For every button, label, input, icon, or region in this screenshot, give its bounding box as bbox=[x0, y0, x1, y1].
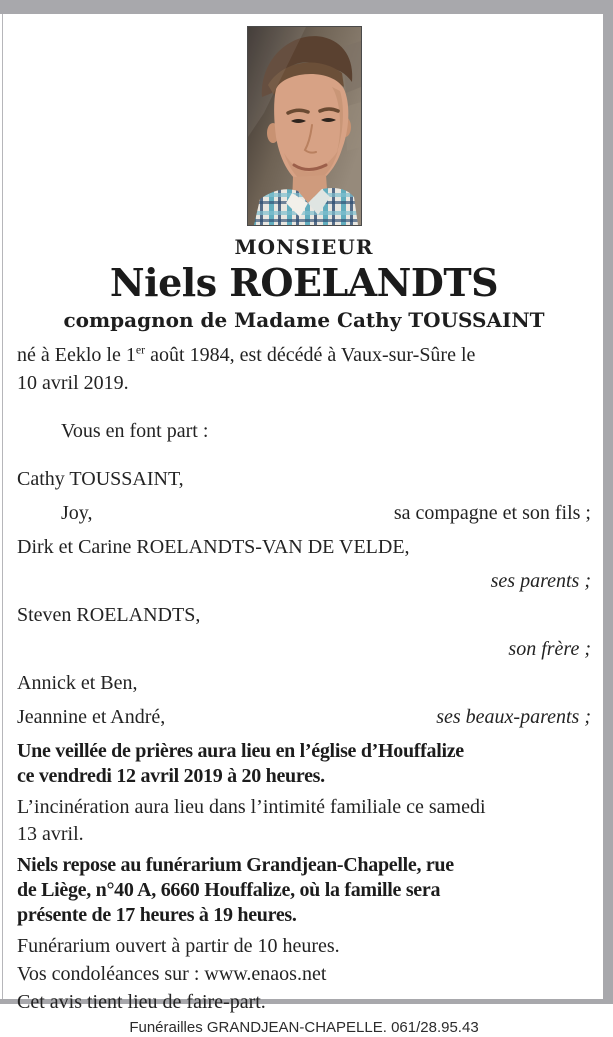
family-row bbox=[17, 669, 591, 697]
cremation-announcement: L’incinération aura lieu dans l’intimité familiale ce samedi 13 avril. bbox=[17, 796, 486, 845]
deceased-name: Niels ROELANDTS bbox=[109, 260, 499, 305]
family-row bbox=[17, 567, 591, 595]
family-relation: ses parents ; bbox=[490, 570, 591, 592]
window-right-bar bbox=[603, 0, 613, 1004]
window-top-bar bbox=[0, 0, 613, 14]
vigil-announcement: Une veillée de prières aura lieu en l’église d’Houffalize ce vendredi 12 avril 2019 à 20 heures. bbox=[17, 740, 464, 787]
intro-line: Vous en font part : bbox=[61, 420, 209, 442]
family-row bbox=[17, 601, 591, 629]
family-relation: son frère ; bbox=[508, 638, 591, 660]
family-member: Jeannine et André, bbox=[17, 706, 166, 728]
family-row bbox=[17, 635, 591, 663]
obituary-card bbox=[3, 14, 603, 1036]
family-relation: ses beaux-parents ; bbox=[436, 706, 591, 728]
repose-announcement: Niels repose au funérarium Grandjean-Chapelle, rue de Liège, n°40 A, 6660 Houffalize, où la famille sera présente de 17 heures à 19 heures. bbox=[17, 854, 454, 926]
condolences-line: Vos condoléances sur : www.enaos.net bbox=[17, 963, 327, 985]
birth-death-line-2: 10 avril 2019. bbox=[17, 372, 129, 394]
ordinal-superscript: er bbox=[135, 342, 146, 357]
family-member: Annick et Ben, bbox=[17, 672, 138, 694]
family-relation: sa compagne et son fils ; bbox=[393, 502, 591, 524]
family-member: Dirk et Carine ROELANDTS-VAN DE VELDE, bbox=[17, 536, 410, 558]
funerarium-hours: Funérarium ouvert à partir de 10 heures. bbox=[17, 935, 340, 957]
birth-death-line bbox=[17, 341, 591, 397]
family-member: Joy, bbox=[61, 502, 93, 524]
portrait-photo bbox=[247, 26, 362, 226]
relation-line: compagnon de Madame Cathy TOUSSAINT bbox=[63, 308, 545, 332]
family-member: Steven ROELANDTS, bbox=[17, 604, 201, 626]
notice-line: Cet avis tient lieu de faire-part. bbox=[17, 991, 266, 1013]
family-member: Cathy TOUSSAINT, bbox=[17, 468, 184, 490]
family-row bbox=[17, 465, 591, 493]
birth-death-line-1: né à Eeklo le 1er août 1984, est décédé à Vaux-sur-Sûre le bbox=[17, 342, 476, 366]
funeral-home-footer: Funérailles GRANDJEAN-CHAPELLE. 061/28.95.43 bbox=[129, 1019, 479, 1036]
title-prefix: MONSIEUR bbox=[234, 235, 374, 259]
family-row bbox=[17, 703, 591, 731]
family-row bbox=[17, 533, 591, 561]
family-row bbox=[17, 499, 591, 527]
